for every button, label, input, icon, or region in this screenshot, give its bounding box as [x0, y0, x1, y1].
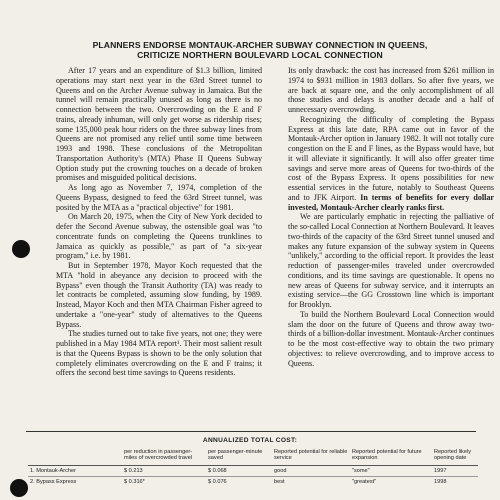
- punch-hole: [10, 479, 28, 497]
- table-cell: $ 0.316*: [122, 477, 206, 488]
- table-row: [28, 477, 478, 488]
- table-row: [28, 465, 478, 476]
- table-title: ANNUALIZED TOTAL COST:: [202, 437, 298, 444]
- title-line-1: PLANNERS ENDORSE MONTAUK-ARCHER SUBWAY CONNECTION IN QUEENS,: [92, 40, 428, 50]
- table-header: per passenger-minute saved: [208, 449, 263, 462]
- table-header: [28, 449, 122, 465]
- paragraph: Its only drawback: the cost has increased from $261 million in 1974 to $931 million in 1983 dollars. So after five years, we are back at square one, and the only accomplishment of all those studies and delays is another decade and a half of unnecessary overcrowding.: [288, 66, 494, 114]
- paragraph: On March 20, 1975, when the City of New York decided to defer the Second Avenue subway, the ostensible goal was "to concentrate funds on completing the Queens trunklines to Jamaica as quickly as possible," as part of "a six-year program," i.e. by 1981.: [56, 212, 262, 261]
- paragraph: But in September 1978, Mayor Koch requested that the MTA "hold in abeyance any decision to proceed with the Bypass" even though the Transit Authority (TA) was ready to let contracts be completed, assuming slow funding, by 1989. Instead, Mayor Koch and then MTA Chairman Fisher agreed to undertake a "one-year" study of alternatives to the Queens Bypass.: [56, 261, 262, 329]
- table-header: Reported potential for reliable service: [274, 449, 348, 462]
- article-title: [40, 40, 480, 60]
- table-cell: $ 0.213: [122, 465, 206, 476]
- paragraph: To build the Northern Boulevard Local Connection would slam the door on the future of Queens and throw away two-thirds of a billion-dollar investment. Montauk-Archer continues to be the most cost-effective way to obtain the two primary objectives: to relieve overcrowding, and to improve access to Queens.: [288, 309, 494, 368]
- paragraph: [288, 115, 494, 213]
- table-header-row: [28, 449, 478, 465]
- paragraph: After 17 years and an expenditure of $1.3 billion, limited operations may start next year in the 63rd Street tunnel to Queens and on the Archer Avenue subway in Jamaica. But the tunnel will remain practically unused as long as there is no connection between the two. Overcrowding on the E and F trains, already inhuman, will only get worse as ridership rises; some 135,000 peak hour riders on the three subway lines from Queens are not promised any relief until some time between 1993 and 1998. These conclusions of the Metropolitan Transportation Authority's (MTA) Phase II Queens Subway Option study put the crowning touches on a decade of broken promises and misguided political decisions.: [56, 66, 262, 183]
- table-cell: $ 0.076: [206, 477, 272, 488]
- table-header: Reported potential for future expansion: [352, 449, 422, 462]
- table-cell: "some": [350, 465, 432, 476]
- left-column: [56, 66, 262, 378]
- table-cell: 1998: [432, 477, 478, 488]
- table-cell: 1997: [432, 465, 478, 476]
- paragraph: The studies turned out to take five years, not one; they were published in a May 1984 MTA report¹. Their most salient result is that the Queens Bypass is shown to be the only solution that completely eliminates overcrowding on the E and F trains; it offers the second best time savings to Queens residents.: [56, 329, 262, 378]
- paragraph-text: Recognizing the difficulty of completing the Bypass Express at this late date, RPA came out in favor of the Montauk-Archer option in January 1982. It will not totally cure congestion on the E and F lines, as the Bypass would have, but it will alleviate it significantly. It will also offer greater time savings and serve more areas of Queens for two-thirds of the cost of the Bypass Express. It opens possibilities for new essential services in the future, notably to Southeast Queens and to JFK Airport.: [288, 114, 494, 202]
- paragraph: As long ago as November 7, 1974, completion of the Queens Bypass, designed to feed the 63rd Street tunnel, was posited by the MTA as a "practical objective" for 1981.: [56, 183, 262, 212]
- divider: [26, 431, 476, 432]
- table-cell: $ 0.068: [206, 465, 272, 476]
- table-header: Reported likely opening date: [434, 449, 471, 462]
- table-header: per reduction in passenger-miles of overcrowded travel: [124, 449, 193, 462]
- table-cell: 1. Montauk-Archer: [28, 465, 122, 476]
- table-cell: "greatest": [350, 477, 432, 488]
- table-cell: good: [272, 465, 350, 476]
- title-line-2: CRITICIZE NORTHERN BOULEVARD LOCAL CONNECTION: [137, 50, 383, 60]
- table-cell: best: [272, 477, 350, 488]
- paragraph-emphasis: In terms of benefits for every dollar invested, Montauk-Archer clearly ranks first.: [288, 192, 494, 212]
- punch-hole: [12, 240, 30, 258]
- table-cell: 2. Bypass Express: [28, 477, 122, 488]
- cost-table: [28, 449, 478, 488]
- right-column: [288, 66, 494, 368]
- paragraph: We are particularly emphatic in rejecting the palliative of the so-called Local Connection at Northern Boulevard. It leaves two-thirds of the capacity of the 63rd Street tunnel unused and makes any future expansion of the subway system in Queens "unlikely," according to the official report. It provides the least reduction of passenger-miles traveled under overcrowded conditions, and its time savings are questionable. It opens no new areas of Queens for subway service, and it interrupts an existing service—the GG Crosstown line which is important for Brooklyn.: [288, 212, 494, 309]
